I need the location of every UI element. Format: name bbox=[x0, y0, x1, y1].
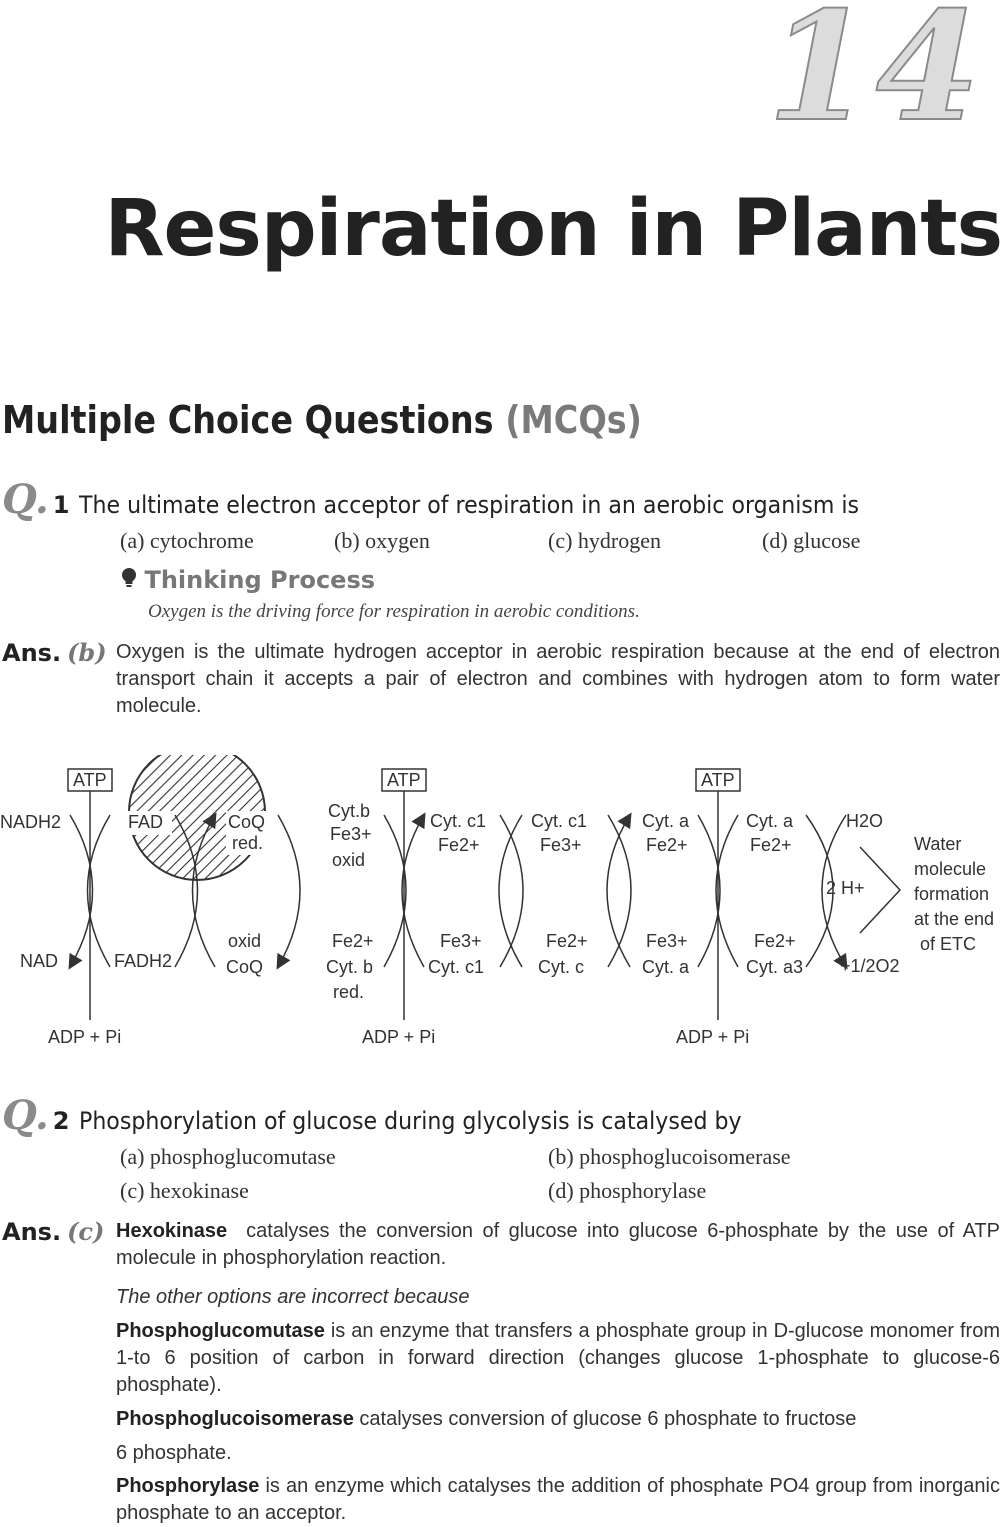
cytb-red-label-1: Fe2+ bbox=[332, 931, 374, 951]
adp-label-3: ADP + Pi bbox=[676, 1027, 750, 1047]
cyta-bot-label-2: Cyt. a bbox=[642, 957, 690, 977]
cytc-bot-label-2: Cyt. c bbox=[538, 957, 585, 977]
cyta3-bot-label-1: Fe2+ bbox=[754, 931, 796, 951]
cytb-ox-label-2: Fe3+ bbox=[330, 824, 372, 844]
chapter-title: Respiration in Plants bbox=[104, 184, 1002, 274]
coq-red-label-2: red. bbox=[232, 833, 264, 853]
answer-term: Hexokinase bbox=[116, 1220, 228, 1242]
cytc1-bot-label-1: Fe3+ bbox=[440, 931, 482, 951]
two-h-label: 2 H+ bbox=[826, 878, 865, 898]
explanation-phosphorylase bbox=[116, 1473, 1000, 1527]
explanation-phosphoglucomutase bbox=[116, 1318, 1000, 1399]
cyta-top-label-1: Cyt. a bbox=[642, 811, 690, 831]
answer-letter: (c) bbox=[67, 1217, 105, 1246]
question-number: 1 bbox=[52, 491, 70, 519]
water-note-line-4: at the end bbox=[914, 909, 995, 929]
question-1-heading bbox=[2, 476, 927, 523]
chapter-number: 14 bbox=[767, 0, 984, 155]
nadh2-label: NADH2 bbox=[0, 812, 62, 832]
explanation-phosphoglucoisomerase-cont: 6 phosphate. bbox=[116, 1442, 232, 1464]
water-note-line-5: of ETC bbox=[920, 934, 977, 954]
cytb-red-label-2: Cyt. b bbox=[326, 957, 374, 977]
q2-option-c: (c) hexokinase bbox=[120, 1178, 249, 1203]
half-o2-label: +1/2O2 bbox=[840, 956, 900, 976]
cytc-top-label-1: Cyt. c1 bbox=[531, 811, 588, 831]
section-title bbox=[2, 398, 642, 442]
explanation-phosphoglucoisomerase bbox=[116, 1406, 1000, 1433]
question-number: 2 bbox=[52, 1107, 70, 1135]
q2-answer-label bbox=[2, 1217, 104, 1246]
q1-option-d: (d) glucose bbox=[762, 528, 861, 553]
explanation-term: Phosphoglucomutase bbox=[116, 1320, 325, 1342]
coq-red-label-1: CoQ bbox=[228, 812, 266, 832]
cytc1-bot-label-2: Cyt. c1 bbox=[428, 957, 485, 977]
q2-option-a: (a) phosphoglucomutase bbox=[120, 1144, 336, 1169]
water-note-line-3: formation bbox=[914, 884, 990, 904]
water-note-line-2: molecule bbox=[914, 859, 987, 879]
oxid-coq-label-2: CoQ bbox=[226, 957, 264, 977]
answer-label: Ans. bbox=[2, 1218, 62, 1246]
q2-option-b: (b) phosphoglucoisomerase bbox=[548, 1144, 791, 1169]
question-text: Phosphorylation of glucose during glycolysis is catalysed by bbox=[79, 1107, 743, 1135]
answer-label: Ans. bbox=[2, 639, 62, 667]
q2-option-d: (d) phosphorylase bbox=[548, 1178, 707, 1203]
cyta3-top-label-2: Fe2+ bbox=[750, 835, 792, 855]
lightbulb-icon bbox=[120, 566, 140, 592]
question-marker: Q. bbox=[2, 1092, 49, 1139]
question-2-heading bbox=[2, 1092, 800, 1139]
explanation-text: catalyses conversion of glucose 6 phosphate to fructose bbox=[359, 1408, 857, 1430]
cytb-ox-label-1: Cyt.b bbox=[328, 801, 371, 821]
adp-label-1: ADP + Pi bbox=[48, 1027, 122, 1047]
atp-label-3: ATP bbox=[701, 770, 735, 790]
section-title-paren: (MCQs) bbox=[505, 398, 642, 442]
thinking-process-text: Oxygen is the driving force for respiration in aerobic conditions. bbox=[148, 601, 640, 622]
explanation-term: Phosphoglucoisomerase bbox=[116, 1408, 354, 1430]
adp-label-2: ADP + Pi bbox=[362, 1027, 436, 1047]
q1-option-c: (c) hydrogen bbox=[548, 528, 662, 553]
question-marker: Q. bbox=[2, 476, 49, 523]
cyta3-bot-label-2: Cyt. a3 bbox=[746, 957, 804, 977]
q1-answer-label bbox=[2, 638, 107, 667]
q1-option-a: (a) cytochrome bbox=[120, 528, 254, 553]
cyta3-top-label-1: Cyt. a bbox=[746, 811, 794, 831]
atp-label-1: ATP bbox=[73, 770, 107, 790]
section-title-main: Multiple Choice Questions bbox=[2, 398, 494, 442]
h2o-label: H2O bbox=[846, 811, 884, 831]
water-note-line-1: Water bbox=[914, 834, 962, 854]
cytc-bot-label-1: Fe2+ bbox=[546, 931, 588, 951]
cytc-top-label-2: Fe3+ bbox=[540, 835, 582, 855]
atp-label-2: ATP bbox=[387, 770, 421, 790]
oxid-coq-label-1: oxid bbox=[228, 931, 262, 951]
cytc1-top-label-1: Cyt. c1 bbox=[430, 811, 487, 831]
answer-rest: catalyses the conversion of glucose into glucose 6-phosphate by the use of ATP molecule in phosphorylation reaction. bbox=[116, 1220, 1000, 1269]
cytb-red-label-3: red. bbox=[333, 982, 365, 1002]
nad-label: NAD bbox=[20, 951, 59, 971]
explanation-term: Phosphorylase bbox=[116, 1475, 260, 1497]
other-options-intro: The other options are incorrect because bbox=[116, 1286, 470, 1308]
cyta-top-label-2: Fe2+ bbox=[646, 835, 688, 855]
thinking-process-title: Thinking Process bbox=[144, 566, 376, 594]
thinking-process bbox=[120, 566, 375, 594]
fad-label: FAD bbox=[128, 812, 164, 832]
cytc1-top-label-2: Fe2+ bbox=[438, 835, 480, 855]
question-text: The ultimate electron acceptor of respiration in an aerobic organism is bbox=[79, 491, 860, 519]
q1-option-b: (b) oxygen bbox=[334, 528, 430, 553]
electron-transport-chain-diagram bbox=[0, 755, 1002, 1055]
explanation-text: is an enzyme that transfers a phosphate group in D-glucose monomer from 1-to 6 position of carbon in forward direction (changes glucose 1-phosphate to glucose-6 phosphate). bbox=[116, 1320, 1000, 1396]
q1-answer-text: Oxygen is the ultimate hydrogen acceptor in aerobic respiration because at the end of electron transport chain it accepts a pair of electron and combines with hydrogen atom to form water molecule. bbox=[116, 641, 1000, 717]
explanation-text: is an enzyme which catalyses the addition of phosphate PO4 group from inorganic phosphate to an acceptor. bbox=[116, 1475, 1000, 1524]
answer-letter: (b) bbox=[67, 638, 107, 667]
q2-answer-text bbox=[116, 1218, 1000, 1272]
cyta-bot-label-1: Fe3+ bbox=[646, 931, 688, 951]
fadh2-label: FADH2 bbox=[114, 951, 173, 971]
cytb-ox-label-3: oxid bbox=[332, 850, 366, 870]
